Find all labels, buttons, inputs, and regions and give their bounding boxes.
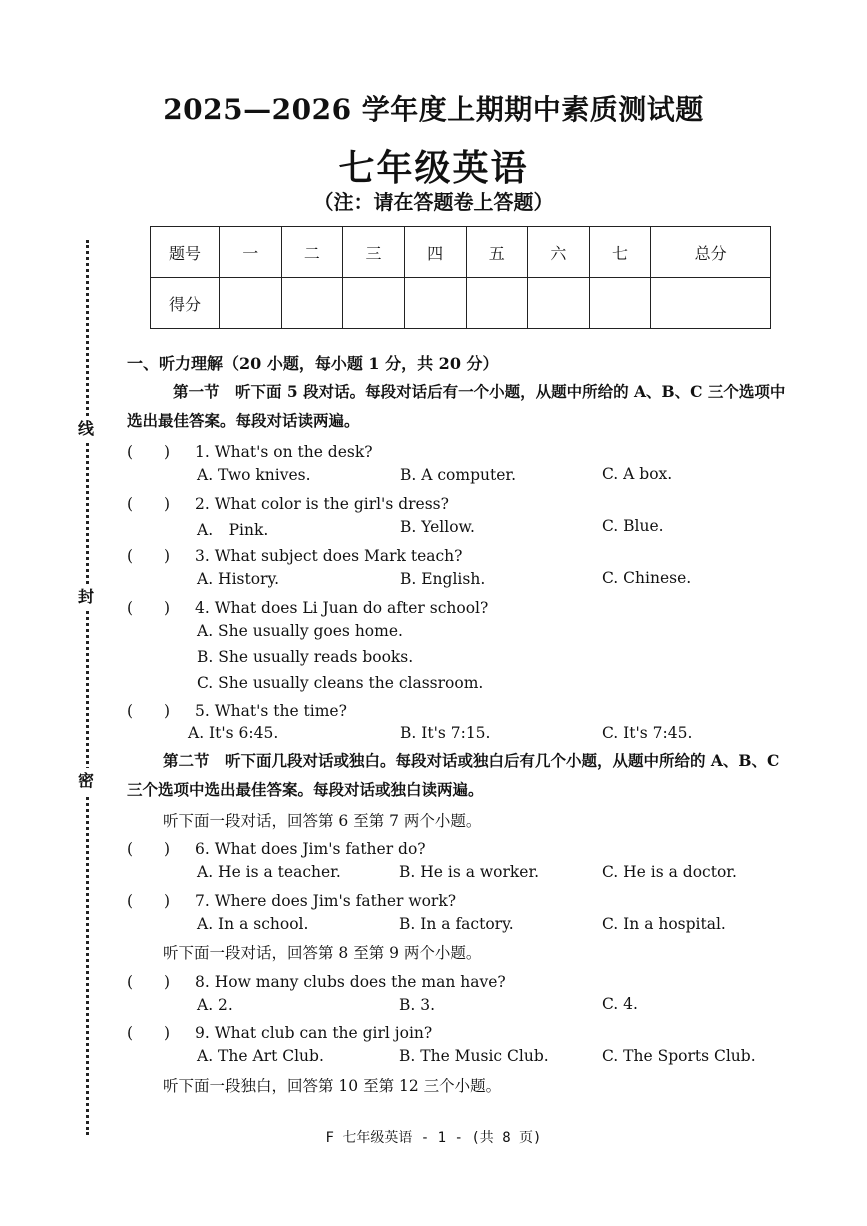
question-text: 1. What's on the desk? [195,443,373,461]
section-heading: 一、听力理解（20 小题，每小题 1 分，共 20 分） [127,354,499,373]
answer-blank[interactable]: ( ) [127,840,171,858]
question-6 [127,837,426,859]
option-c: C. The Sports Club. [602,1047,756,1065]
option-c: C. 4. [602,995,638,1013]
option-b: B. She usually reads books. [197,648,414,666]
answer-blank[interactable]: ( ) [127,973,171,991]
score-table [150,226,771,329]
table-cell: 四 [404,227,466,278]
table-cell: 二 [281,227,343,278]
table-cell: 七 [589,227,651,278]
option-c: C. In a hospital. [602,915,726,933]
option-c: C. She usually cleans the classroom. [197,674,484,692]
question-text: 3. What subject does Mark teach? [195,547,463,565]
binding-dotted-line [86,240,89,1135]
table-cell: 一 [220,227,282,278]
binding-label-xian: 线 [72,416,100,442]
option-b: B. Yellow. [400,518,475,536]
instruction-q8-9: 听下面一段对话，回答第 8 至第 9 两个小题。 [163,944,482,962]
answer-blank[interactable]: ( ) [127,443,171,461]
answer-blank[interactable]: ( ) [127,599,171,617]
answer-note: （注：请在答题卷上答题） [313,190,554,214]
score-cell[interactable] [404,278,466,329]
option-a: A. In a school. [197,915,309,933]
question-4 [127,596,488,618]
question-text: 6. What does Jim's father do? [195,840,426,858]
question-text: 4. What does Li Juan do after school? [195,599,489,617]
option-b: B. He is a worker. [399,863,540,881]
score-cell[interactable] [466,278,528,329]
table-cell: 五 [466,227,528,278]
exam-title: 2025—2026 学年度上期期中素质测试题 [163,93,704,126]
question-text: 8. How many clubs does the man have? [195,973,506,991]
question-1 [127,440,373,462]
score-cell[interactable] [343,278,405,329]
question-text: 2. What color is the girl's dress? [195,495,449,513]
question-8 [127,970,506,992]
option-c: C. Blue. [602,517,664,535]
binding-label-feng: 封 [72,584,100,610]
score-cell[interactable] [528,278,590,329]
table-score-row [151,278,771,329]
table-header-row [151,227,771,278]
option-b: B. English. [400,570,486,588]
option-b: B. It's 7:15. [400,724,491,742]
part2-instructions: 第二节 听下面几段对话或独白。每段对话或独白后有几个小题，从题中所给的 A、B、C 三个选项中选出最佳答案。每段对话或独白读两遍。 [127,751,780,799]
option-a: A. Two knives. [197,466,311,484]
table-cell: 六 [528,227,590,278]
answer-blank[interactable]: ( ) [127,892,171,910]
instruction-q10-12: 听下面一段独白，回答第 10 至第 12 三个小题。 [163,1077,502,1095]
option-c: C. It's 7:45. [602,724,693,742]
option-a: A. Pink. [197,521,269,539]
option-c: C. Chinese. [602,569,692,587]
page-footer: F 七年级英语 - 1 - (共 8 页) [325,1130,542,1146]
answer-blank[interactable]: ( ) [127,702,171,720]
answer-blank[interactable]: ( ) [127,547,171,565]
table-cell: 题号 [151,227,220,278]
answer-blank[interactable]: ( ) [127,495,171,513]
question-9 [127,1021,432,1043]
option-a: A. The Art Club. [197,1047,324,1065]
table-cell: 三 [343,227,405,278]
option-c: C. He is a doctor. [602,863,737,881]
score-cell[interactable] [651,278,771,329]
answer-blank[interactable]: ( ) [127,1024,171,1042]
question-7 [127,889,456,911]
score-cell[interactable] [281,278,343,329]
subject-title: 七年级英语 [338,147,529,189]
option-a: A. He is a teacher. [197,863,341,881]
score-cell[interactable] [589,278,651,329]
question-5 [127,699,347,721]
option-c: C. A box. [602,465,673,483]
option-a: A. 2. [197,996,233,1014]
option-a: A. She usually goes home. [197,622,403,640]
table-cell: 总分 [651,227,771,278]
binding-label-mi: 密 [72,768,100,794]
question-text: 5. What's the time? [195,702,347,720]
question-3 [127,544,462,566]
question-2 [127,492,449,514]
question-text: 7. Where does Jim's father work? [195,892,457,910]
option-b: B. A computer. [400,466,517,484]
instruction-q6-7: 听下面一段对话，回答第 6 至第 7 两个小题。 [163,812,482,830]
option-b: B. In a factory. [399,915,514,933]
score-cell[interactable] [220,278,282,329]
option-b: B. The Music Club. [399,1047,549,1065]
option-a: A. It's 6:45. [188,724,279,742]
option-a: A. History. [197,570,280,588]
option-b: B. 3. [399,996,436,1014]
part1-instructions: 第一节 听下面 5 段对话。每段对话后有一个小题，从题中所给的 A、B、C 三个选项中选出最佳答案。每段对话读两遍。 [127,382,786,430]
table-cell: 得分 [151,278,220,329]
question-text: 9. What club can the girl join? [195,1024,433,1042]
